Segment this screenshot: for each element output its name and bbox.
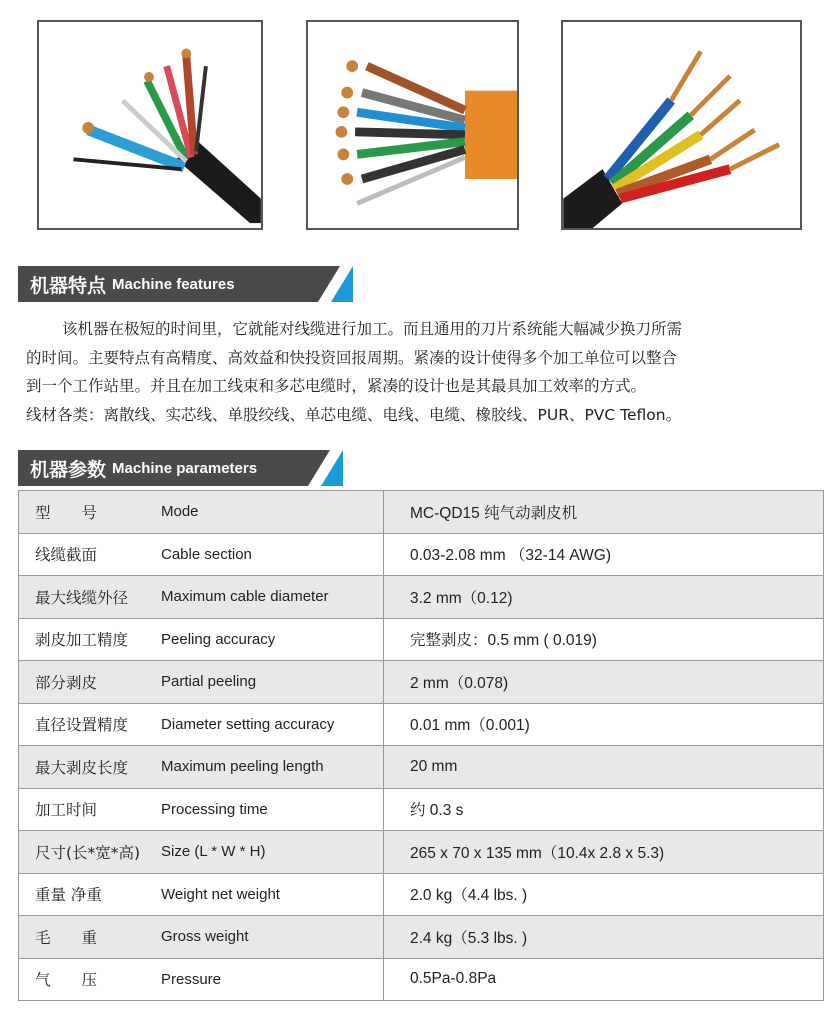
table-row (19, 831, 824, 874)
table-row (19, 958, 824, 1001)
param-name-en: Weight net weight (157, 873, 384, 916)
features-heading (18, 266, 353, 302)
param-value: 2.0 kg（4.4 lbs. ) (384, 873, 824, 916)
param-name-cn: 毛 重 (19, 916, 158, 959)
param-value: 2.4 kg（5.3 lbs. ) (384, 916, 824, 959)
param-value: 20 mm (384, 746, 824, 789)
param-name-en: Maximum peeling length (157, 746, 384, 789)
features-line-1: 该机器在极短的时间里，它就能对线缆进行加工。而且通用的刀片系统能大幅减少换刀所需 (62, 320, 683, 338)
param-name-cn: 最大剥皮长度 (19, 746, 158, 789)
param-name-en: Processing time (157, 788, 384, 831)
param-value: 265 x 70 x 135 mm（10.4x 2.8 x 5.3) (384, 831, 824, 874)
param-name-en: Pressure (157, 958, 384, 1001)
parameters-table (18, 490, 824, 1001)
orange-jacket-cable-image (308, 22, 517, 228)
param-name-cn: 线缆截面 (19, 533, 158, 576)
param-name-en: Maximum cable diameter (157, 576, 384, 619)
param-name-en: Gross weight (157, 916, 384, 959)
param-name-cn: 剥皮加工精度 (19, 618, 158, 661)
cable-photo-1 (37, 20, 263, 230)
features-text (26, 315, 826, 429)
param-value: 完整剥皮：0.5 mm ( 0.019) (384, 618, 824, 661)
param-name-cn: 型 号 (19, 491, 158, 534)
param-name-en: Diameter setting accuracy (157, 703, 384, 746)
param-value: 0.01 mm（0.001) (384, 703, 824, 746)
param-value: 3.2 mm（0.12) (384, 576, 824, 619)
param-name-cn: 尺寸(长*宽*高) (19, 831, 158, 874)
table-row (19, 576, 824, 619)
cable-photo-2 (306, 20, 519, 230)
param-name-en: Partial peeling (157, 661, 384, 704)
param-name-en: Cable section (157, 533, 384, 576)
param-value: 0.03-2.08 mm （32-14 AWG) (384, 533, 824, 576)
table-row (19, 746, 824, 789)
param-value: MC-QD15 纯气动剥皮机 (384, 491, 824, 534)
table-row (19, 661, 824, 704)
cable-photo-3 (561, 20, 802, 230)
features-line-3: 到一个工作站里。并且在加工线束和多芯电缆时，紧凑的设计也是其最具加工效率的方式。 (26, 377, 647, 395)
table-row (19, 703, 824, 746)
heading-accent (331, 266, 353, 302)
table-row (19, 788, 824, 831)
param-name-en: Size (L * W * H) (157, 831, 384, 874)
parameters-title-en: Machine parameters (112, 459, 258, 477)
wire-types-line: 线材各类：离散线、实芯线、单股绞线、单芯电缆、电线、电缆、橡胶线、PUR、PVC Teflon。 (26, 405, 682, 424)
multicore-cable-image (39, 22, 261, 228)
param-name-cn: 加工时间 (19, 788, 158, 831)
black-jacket-cable-image (563, 22, 800, 228)
param-name-cn: 重量 净重 (19, 873, 158, 916)
param-name-cn: 部分剥皮 (19, 661, 158, 704)
heading-accent (321, 450, 343, 486)
features-title-en: Machine features (112, 275, 235, 293)
parameters-heading (18, 450, 343, 486)
table-row (19, 618, 824, 661)
parameters-title-cn: 机器参数 (30, 458, 107, 481)
param-name-en: Peeling accuracy (157, 618, 384, 661)
features-line-2: 的时间。主要特点有高精度、高效益和快投资回报周期。紧凑的设计使得多个加工单位可以整合 (26, 348, 678, 367)
param-name-cn: 最大线缆外径 (19, 576, 158, 619)
table-row (19, 533, 824, 576)
param-value: 约 0.3 s (384, 788, 824, 831)
param-name-cn: 气 压 (19, 958, 158, 1001)
param-value: 0.5Pa-0.8Pa (384, 958, 824, 1001)
table-row (19, 873, 824, 916)
param-name-cn: 直径设置精度 (19, 703, 158, 746)
param-name-en: Mode (157, 491, 384, 534)
features-title-cn: 机器特点 (30, 274, 107, 297)
table-row (19, 491, 824, 534)
param-value: 2 mm（0.078) (384, 661, 824, 704)
table-row (19, 916, 824, 959)
